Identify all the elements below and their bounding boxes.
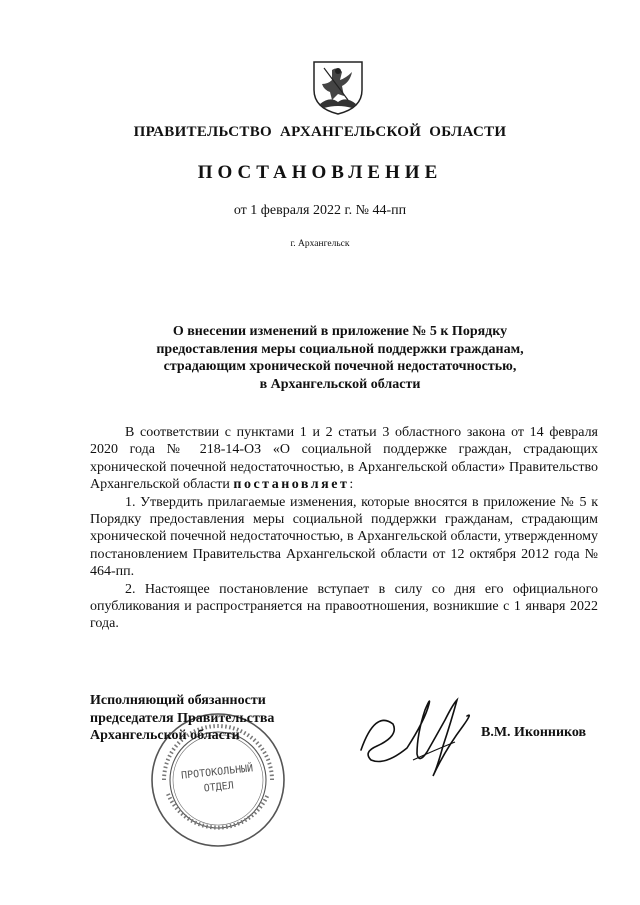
- city: г. Архангельск: [290, 239, 350, 249]
- paragraph-preamble: [90, 424, 598, 494]
- document-subject: [90, 323, 590, 393]
- preamble-end: :: [349, 477, 354, 493]
- date-number: от 1 февраля 2022 г. № 44-пп: [233, 203, 407, 218]
- resolves-word: постановляет: [233, 477, 350, 493]
- position-line: Исполняющий обязанности: [90, 693, 266, 708]
- stamp-text-line2: ОТДЕЛ: [203, 780, 235, 795]
- paragraph-item-2: 2. Настоящее постановление вступает в силу со дня его официального опубликования и распространяется на правоотношения, возникшие с 1 января 2022 года.: [90, 581, 598, 632]
- subject-line: в Архангельской области: [259, 376, 421, 392]
- signatory-name: В.М. Иконников: [481, 725, 587, 740]
- paragraph-item-1: 1. Утвердить прилагаемые изменения, которые вносятся в приложение № 5 к Порядку предоставления меры социальной поддержки гражданам, страдающим хронической почечной недостаточностью, в Архангельской области, утвержденному постановлением Правительства Архангельской области от 12 октября 2012 года № 464-пп.: [90, 494, 598, 580]
- preamble-text: В соответствии с пунктами 1 и 2 статьи 3 областного закона от 14 февраля 2020 года № 218-14-ОЗ «О социальной поддержке граждан, страдающих хронической почечной недостаточностью, в Архангельской области» Правительство Архангельской области: [90, 425, 598, 493]
- document-type: ПОСТАНОВЛЕНИЕ: [197, 162, 443, 183]
- government-title: ПРАВИТЕЛЬСТВО АРХАНГЕЛЬСКОЙ ОБЛАСТИ: [133, 124, 507, 140]
- subject-line: предоставления меры социальной поддержки гражданам,: [156, 341, 524, 357]
- subject-line: О внесении изменений в приложение № 5 к Порядку: [172, 324, 508, 339]
- position-line: председателя Правительства: [90, 710, 275, 726]
- position-line: Архангельской области: [90, 728, 240, 743]
- signatory-position: [90, 692, 274, 745]
- handwritten-signature: [355, 690, 480, 780]
- document-body: [90, 424, 598, 633]
- stamp-text-line1: ПРОТОКОЛЬНЫЙ: [180, 763, 254, 782]
- subject-line: страдающим хронической почечной недостаточностью,: [163, 359, 517, 374]
- arkhangelsk-coat-of-arms-icon: [312, 60, 364, 116]
